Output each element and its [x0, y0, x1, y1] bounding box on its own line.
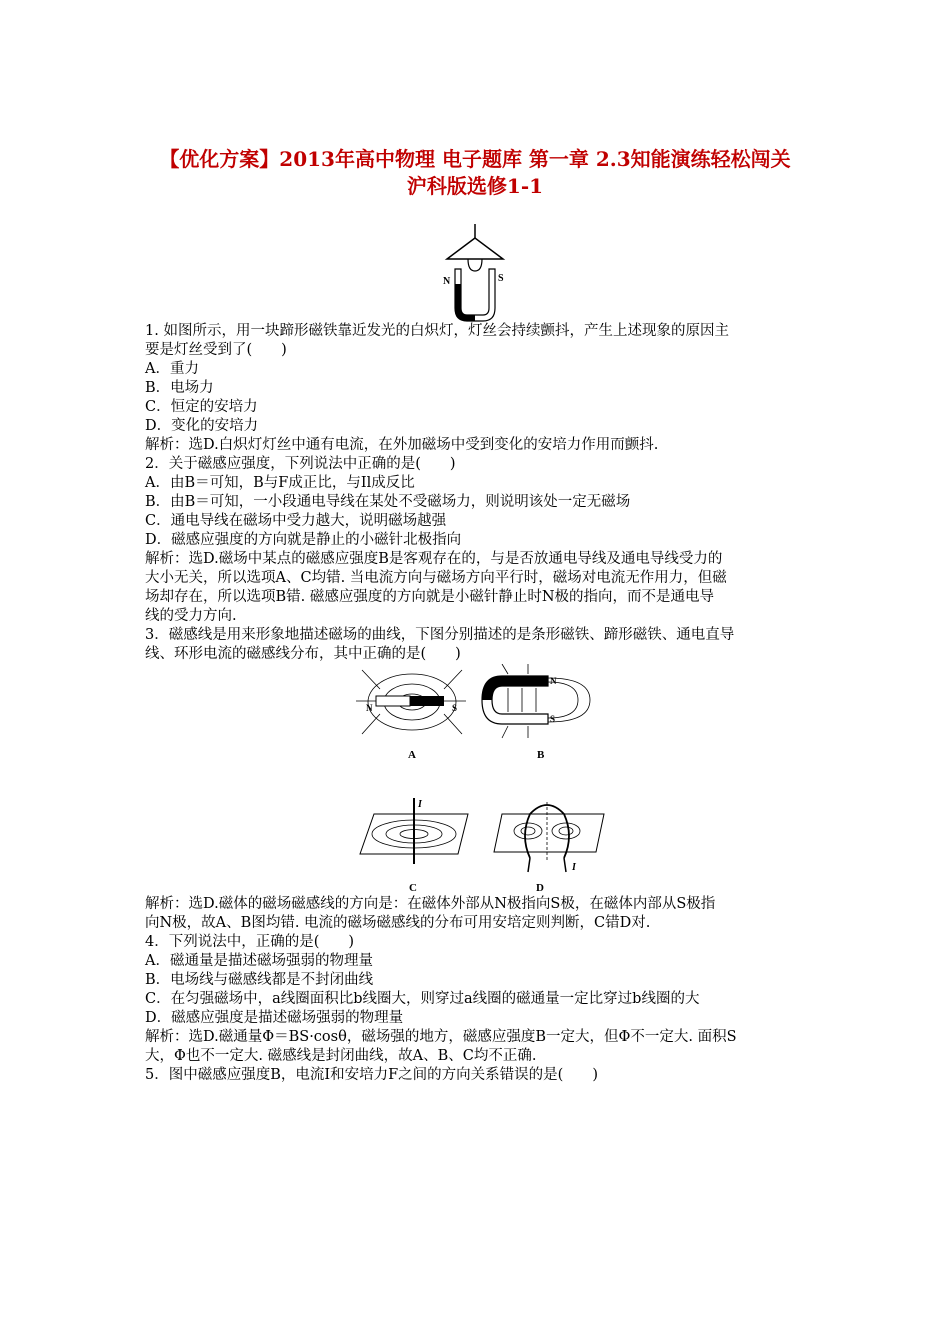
fig-b-n-label: N: [550, 676, 557, 686]
q1-analysis: 解析：选D.白炽灯灯丝中通有电流，在外加磁场中受到变化的安培力作用而颤抖.: [145, 437, 659, 453]
title-line-2: 沪科版选修1-1: [406, 174, 544, 198]
fig-b-s-label: S: [550, 714, 556, 724]
q3-analysis-line-2: 向N极，故A、B图均错. 电流的磁场磁感线的分布可用安培定则判断，C错D对.: [145, 915, 651, 931]
q1-stem-line-2: 要是灯丝受到了( ): [145, 342, 287, 358]
horseshoe-magnet-figure-b: [478, 664, 602, 764]
q4-option-c: C．在匀强磁场中，a线圈面积比b线圈大，则穿过a线圈的磁通量一定比穿过b线圈的大: [145, 991, 700, 1007]
q1-option-a: A．重力: [145, 361, 199, 377]
lamp-magnet-figure: [435, 224, 515, 324]
q4-option-d: D．磁感应强度是描述磁场强弱的物理量: [145, 1010, 404, 1026]
lamp-s-label: S: [498, 273, 504, 284]
bar-magnet-figure-a: [356, 664, 468, 764]
fig-a-s-label: S: [452, 703, 458, 713]
fig-d-current-label: I: [572, 862, 576, 873]
q1-option-c: C．恒定的安培力: [145, 399, 258, 415]
q1-option-b: B．电场力: [145, 380, 214, 396]
q1-stem-line-1: 1. 如图所示，用一块蹄形磁铁靠近发光的白炽灯，灯丝会持续颤抖，产生上述现象的原因主: [145, 323, 729, 339]
q2-option-c: C．通电导线在磁场中受力越大，说明磁场越强: [145, 513, 447, 529]
q3-stem-line-2: 线、环形电流的磁感线分布，其中正确的是( ): [145, 646, 461, 662]
q2-option-a: A．由B＝可知，B与F成正比，与Il成反比: [145, 475, 415, 491]
q3-analysis-line-1: 解析：选D.磁体的磁场磁感线的方向是：在磁体外部从N极指向S极，在磁体内部从S极指: [145, 896, 716, 912]
q4-option-a: A．磁通量是描述磁场强弱的物理量: [145, 953, 373, 969]
fig-a-caption: A: [408, 749, 416, 761]
q2-analysis-line-1: 解析：选D.磁场中某点的磁感应强度B是客观存在的，与是否放通电导线及通电导线受力的: [145, 551, 723, 567]
q1-option-d: D．变化的安培力: [145, 418, 259, 434]
fig-c-caption: C: [409, 882, 417, 894]
q2-option-d: D．磁感应强度的方向就是静止的小磁针北极指向: [145, 532, 462, 548]
q4-analysis-line-1: 解析：选D.磁通量Φ＝BS·cosθ，磁场强的地方，磁感应强度B一定大，但Φ不一定大. 面积S: [145, 1029, 737, 1045]
q3-stem-line-1: 3．磁感线是用来形象地描述磁场的曲线，下图分别描述的是条形磁铁、蹄形磁铁、通电直导: [145, 627, 735, 643]
q2-analysis-line-3: 场却存在，所以选项B错. 磁感应强度的方向就是小磁针静止时N极的指向，而不是通电导: [145, 589, 715, 605]
document-title: [120, 146, 830, 200]
title-line-1: 【优化方案】2013年高中物理 电子题库 第一章 2.3知能演练轻松闯关: [159, 147, 791, 171]
q4-stem: 4．下列说法中，正确的是( ): [145, 934, 355, 950]
fig-c-current-label: I: [418, 799, 422, 810]
fig-a-n-label: N: [366, 703, 373, 713]
straight-wire-figure-c: [356, 796, 476, 896]
fig-b-caption: B: [537, 749, 545, 761]
q2-stem: 2．关于磁感应强度，下列说法中正确的是( ): [145, 456, 456, 472]
q2-analysis-line-2: 大小无关，所以选项A、C均错. 当电流方向与磁场方向平行时，磁场对电流无作用力，但磁: [145, 570, 727, 586]
current-loop-figure-d: [490, 796, 610, 896]
q2-analysis-line-4: 线的受力方向.: [145, 608, 237, 624]
q4-option-b: B．电场线与磁感线都是不封闭曲线: [145, 972, 374, 988]
q2-option-b: B．由B＝可知，一小段通电导线在某处不受磁场力，则说明该处一定无磁场: [145, 494, 631, 510]
q4-analysis-line-2: 大，Φ也不一定大. 磁感线是封闭曲线，故A、B、C均不正确.: [145, 1048, 537, 1064]
lamp-n-label: N: [443, 276, 451, 287]
fig-d-caption: D: [536, 882, 544, 894]
q5-stem: 5．图中磁感应强度B，电流I和安培力F之间的方向关系错误的是( ): [145, 1067, 598, 1083]
